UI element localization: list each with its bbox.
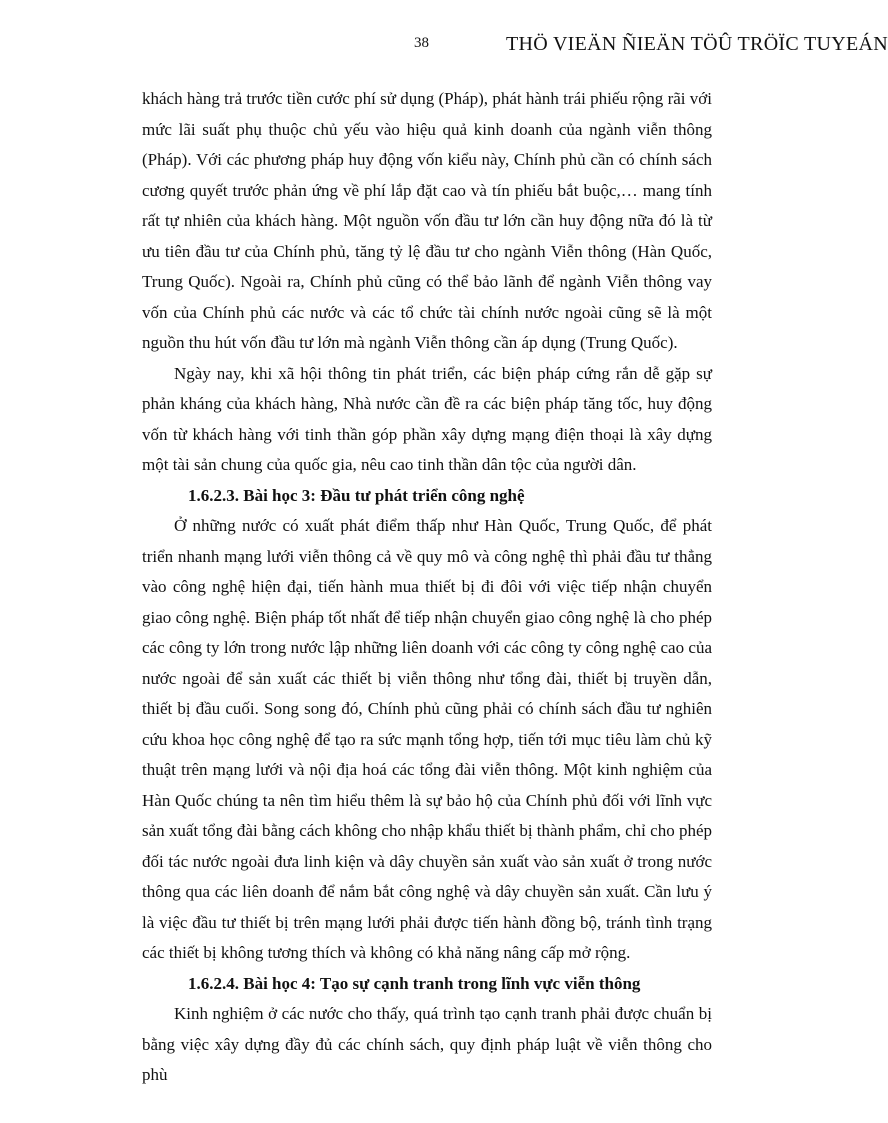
paragraph-3: Ở những nước có xuất phát điểm thấp như Hàn Quốc, Trung Quốc, để phát triển nhanh mạng lưới viễn thông cả về quy mô và công nghệ thì phải đầu tư thẳng vào công nghệ hiện đại, tiến hành mua thiết bị đi đôi với việc tiếp nhận chuyển giao công nghệ. Biện pháp tốt nhất để tiếp nhận chuyển giao công nghệ là cho phép các công ty lớn trong nước lập những liên doanh với các công ty công nghệ cao của nước ngoài để sản xuất các thiết bị viễn thông như tổng đài, thiết bị truyền dẫn, thiết bị đầu cuối. Song song đó, Chính phủ cũng phải có chính sách đầu tư nghiên cứu khoa học công nghệ để tạo ra sức mạnh tổng hợp, tiến tới mục tiêu làm chủ kỹ thuật trên mạng lưới và nội địa hoá các tổng đài viễn thông. Một kinh nghiệm của Hàn Quốc chúng ta nên tìm hiểu thêm là sự bảo hộ của Chính phủ đối với lĩnh vực sản xuất tổng đài bằng cách không cho nhập khẩu thiết bị thành phẩm, chỉ cho phép đối tác nước ngoài đưa linh kiện và dây chuyền sản xuất vào sản xuất ở trong nước thông qua các liên doanh để nắm bắt công nghệ và dây chuyền sản xuất. Cần lưu ý là việc đầu tư thiết bị trên mạng lưới phải được tiến hành đồng bộ, tránh tình trạng các thiết bị không tương thích và không có khả năng nâng cấp mở rộng. — [142, 516, 712, 962]
page-number: 38 — [414, 35, 429, 51]
document-body — [142, 84, 712, 1091]
section-heading-1-6-2-4: 1.6.2.4. Bài học 4: Tạo sự cạnh tranh trong lĩnh vực viễn thông — [188, 973, 641, 993]
watermark-header: THÖ VIEÄN ÑIEÄN TÖÛ TRÖÏC TUYEÁN — [506, 33, 888, 55]
paragraph-2: Ngày nay, khi xã hội thông tin phát triển, các biện pháp cứng rắn dễ gặp sự phản kháng của khách hàng, Nhà nước cần đề ra các biện pháp tăng tốc, huy động vốn từ khách hàng với tinh thần góp phần xây dựng mạng điện thoại là xây dựng một tài sản chung của quốc gia, nêu cao tinh thần dân tộc của người dân. — [142, 363, 712, 474]
paragraph-4: Kinh nghiệm ở các nước cho thấy, quá trình tạo cạnh tranh phải được chuẩn bị bằng việc xây dựng đầy đủ các chính sách, quy định pháp luật về viễn thông cho phù — [142, 1004, 712, 1084]
section-heading-1-6-2-3: 1.6.2.3. Bài học 3: Đầu tư phát triển công nghệ — [188, 485, 525, 505]
paragraph-1: khách hàng trả trước tiền cước phí sử dụng (Pháp), phát hành trái phiếu rộng rãi với mức lãi suất phụ thuộc chủ yếu vào hiệu quả kinh doanh của ngành viễn thông (Pháp). Với các phương pháp huy động vốn kiểu này, Chính phủ cần có chính sách cương quyết trước phản ứng về phí lắp đặt cao và tín phiếu bắt buộc,… mang tính rất tự nhiên của khách hàng. Một nguồn vốn đầu tư lớn cần huy động nữa đó là từ ưu tiên đầu tư của Chính phủ, tăng tỷ lệ đầu tư cho ngành Viễn thông (Hàn Quốc, Trung Quốc). Ngoài ra, Chính phủ cũng có thể bảo lãnh để ngành Viễn thông vay vốn của Chính phủ các nước và các tổ chức tài chính nước ngoài cũng sẽ là một nguồn thu hút vốn đầu tư lớn mà ngành Viễn thông cần áp dụng (Trung Quốc). — [142, 89, 712, 352]
